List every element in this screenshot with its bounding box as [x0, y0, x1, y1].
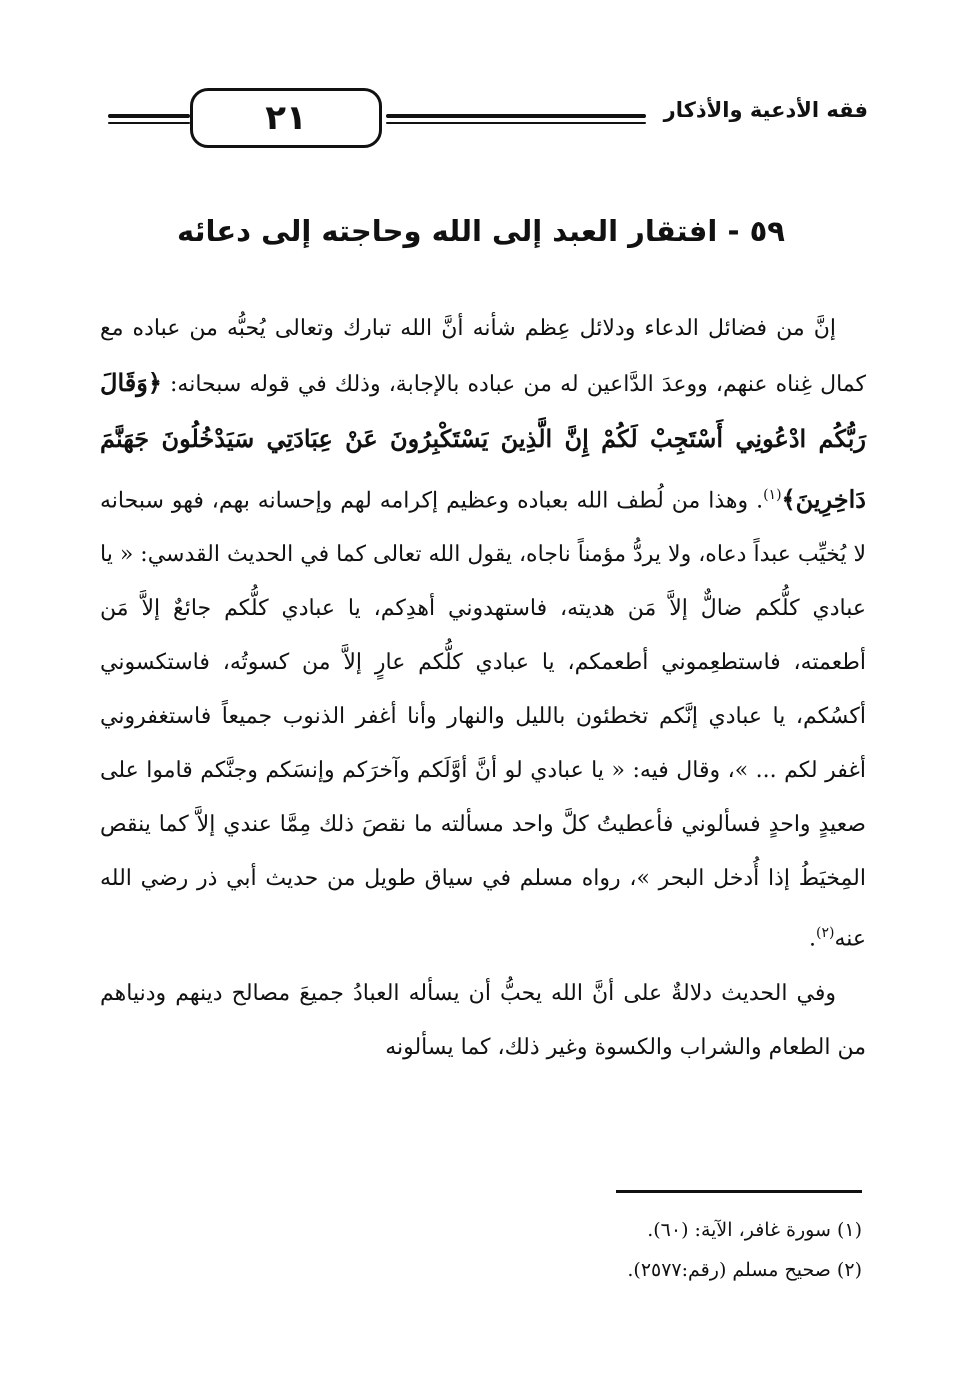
- body-text: [100, 302, 866, 1075]
- header-rule: [386, 122, 646, 124]
- footnote-ref: (١): [763, 487, 782, 503]
- page-number: ٢١: [265, 98, 307, 138]
- footnotes: [362, 1210, 862, 1290]
- footnote-separator: [616, 1190, 862, 1193]
- header-rule: [386, 114, 646, 118]
- header-rule: [108, 122, 190, 124]
- text-segment: إنَّ من فضائل الدعاء ودلائل عِظم شأنه أنَّ الله تبارك وتعالى يُحبُّه من عباده مع كمال غِناه عنهم، ووعدَ الدَّاعين له من عباده بالإجابة، وذلك في قوله سبحانه:: [100, 316, 866, 397]
- text-segment: وفي الحديث دلالةٌ على أنَّ الله يحبُّ أن يسأله العبادُ جميعَ مصالح دينهم ودنياهم من الطعام والشراب والكسوة وغير ذلك، كما يسألونه: [100, 980, 866, 1060]
- page-number-frame: [190, 88, 382, 148]
- footnote-ref: (٢): [815, 925, 835, 942]
- footnote: (٢) صحيح مسلم (رقم:٢٥٧٧).: [627, 1259, 862, 1281]
- paragraph: [100, 967, 866, 1075]
- text-segment: .: [808, 926, 816, 952]
- header-rule: [108, 114, 190, 118]
- running-header: [108, 88, 868, 154]
- text-segment: . وهذا من لُطف الله بعباده وعظيم إكرامه لهم وإحسانه بهم، فهو سبحانه لا يُخيِّب عبداً دعاه، ولا يردُّ مؤمناً ناجاه، يقول الله تعالى كما في الحديث القدسي: « يا عبادي كلُّكم ضالٌّ إلاَّ مَن هديته، فاستهدوني أهدِكم، يا عبادي كلُّكم جائعٌ إلاَّ مَن أطعمته، فاستطعِموني أطعمكم، يا عبادي كلُّكم عارٍ إلاَّ من كسوتُه، فاستكسوني أكسُكم، يا عبادي إنَّكم تخطئون بالليل والنهار وأنا أغفر الذنوب جميعاً فاستغفروني أغفر لكم ... »، وقال فيه: « يا عبادي لو أنَّ أوَّلَكم وآخرَكم وإنسَكم وجنَّكم قاموا على صعيدٍ واحدٍ فسألوني فأعطيتُ كلَّ واحد مسألته ما نقصَ ذلك مِمَّا عندي إلاَّ كما ينقص المِخيَطُ إذا أُدخل البحر »، رواه مسلم في سياق طويل من حديث أبي ذر رضي الله عنه: [100, 488, 866, 952]
- footnote: (١) سورة غافر، الآية: (٦٠).: [647, 1219, 862, 1241]
- paragraph: [100, 302, 866, 967]
- book-title: فقه الأدعية والأذكار: [663, 98, 868, 122]
- chapter-title: ٥٩ - افتقار العبد إلى الله وحاجته إلى دعائه: [176, 214, 785, 248]
- quran-verse: ﴿وَقَالَ رَبُّكُم ادْعُونِي أَسْتَجِبْ لَكُمْ إِنَّ الَّذِينَ يَسْتَكْبِرُونَ عَنْ عِبَادَتِي سَيَدْخُلُونَ جَهَنَّمَ دَاخِرِينَ﴾: [100, 368, 866, 514]
